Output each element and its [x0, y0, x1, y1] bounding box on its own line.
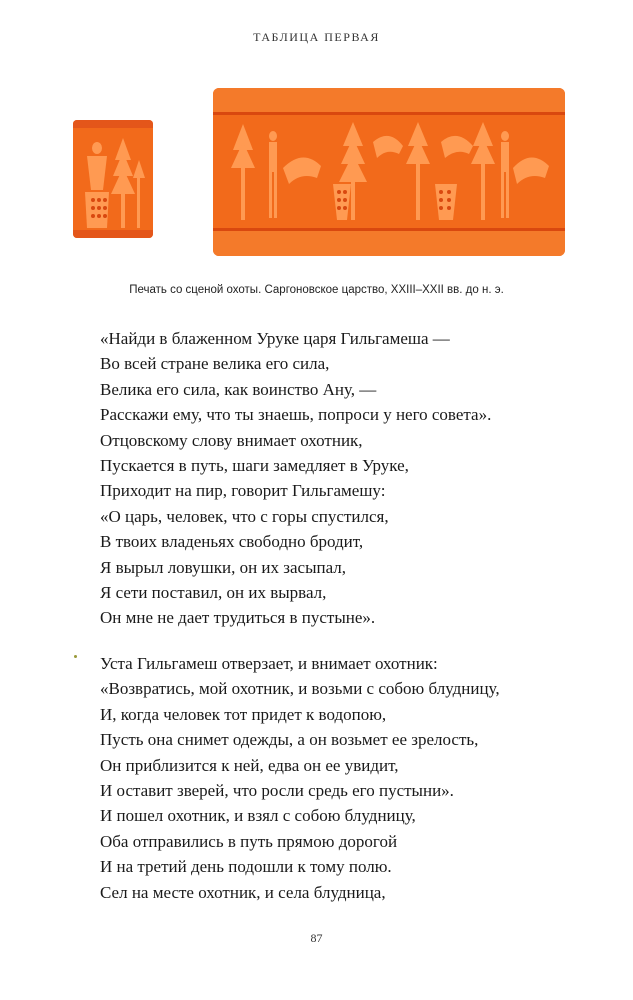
poem-line: Я вырыл ловушки, он их засыпал,	[100, 557, 347, 577]
poem-stanza-1	[100, 326, 491, 631]
poem-line: Пусть она снимет одежды, а он возьмет ее зрелость,	[100, 730, 479, 750]
page-number: 87	[310, 931, 323, 945]
poem-line: Сел на месте охотник, и села блудница,	[100, 882, 386, 902]
poem-line: Велика его сила, как воинство Ану, —	[100, 379, 377, 399]
poem-line: Приходит на пир, говорит Гильгамешу:	[100, 481, 386, 501]
poem-line: Оба отправились в путь прямою дорогой	[100, 831, 398, 851]
poem-line: И на третий день подошли к тому полю.	[100, 857, 392, 877]
poem-line: Отцовскому слову внимает охотник,	[100, 430, 363, 450]
running-header: ТАБЛИЦА ПЕРВАЯ	[253, 30, 380, 44]
poem-line: Во всей стране велика его сила,	[100, 354, 330, 374]
poem-line: И оставит зверей, что росли средь его пустыни».	[100, 781, 454, 801]
figure-caption: Печать со сценой охоты. Саргоновское царство, XXIII–XXII вв. до н. э.	[129, 284, 504, 296]
poem-line: Я сети поставил, он их вырвал,	[100, 583, 327, 603]
poem-stanza-2	[100, 651, 500, 905]
poem-line: Он мне не дает трудиться в пустыне».	[100, 608, 376, 628]
poem-line: Уста Гильгамеш отверзает, и внимает охотник:	[100, 654, 438, 673]
poem-line: «О царь, человек, что с горы спустился,	[100, 506, 389, 526]
poem-line: «Возвратись, мой охотник, и возьми с собою блудницу,	[100, 679, 500, 699]
poem-line: И, когда человек тот придет к водопою,	[100, 704, 387, 724]
margin-mark	[74, 655, 77, 658]
poem-line: Пускается в путь, шаги замедляет в Уруке,	[100, 456, 409, 476]
poem-line: И пошел охотник, и взял с собою блудницу,	[100, 806, 416, 826]
poem-line: «Найди в блаженном Уруке царя Гильгамеша —	[100, 329, 450, 348]
seal-impression-rolled-image	[213, 88, 565, 256]
poem-line: Расскажи ему, что ты знаешь, попроси у него совета».	[100, 405, 492, 425]
poem-line: В твоих владеньях свободно бродит,	[100, 532, 364, 552]
poem-line: Он приблизится к ней, едва он ее увидит,	[100, 755, 399, 775]
seal-impression-small-image	[73, 120, 153, 238]
